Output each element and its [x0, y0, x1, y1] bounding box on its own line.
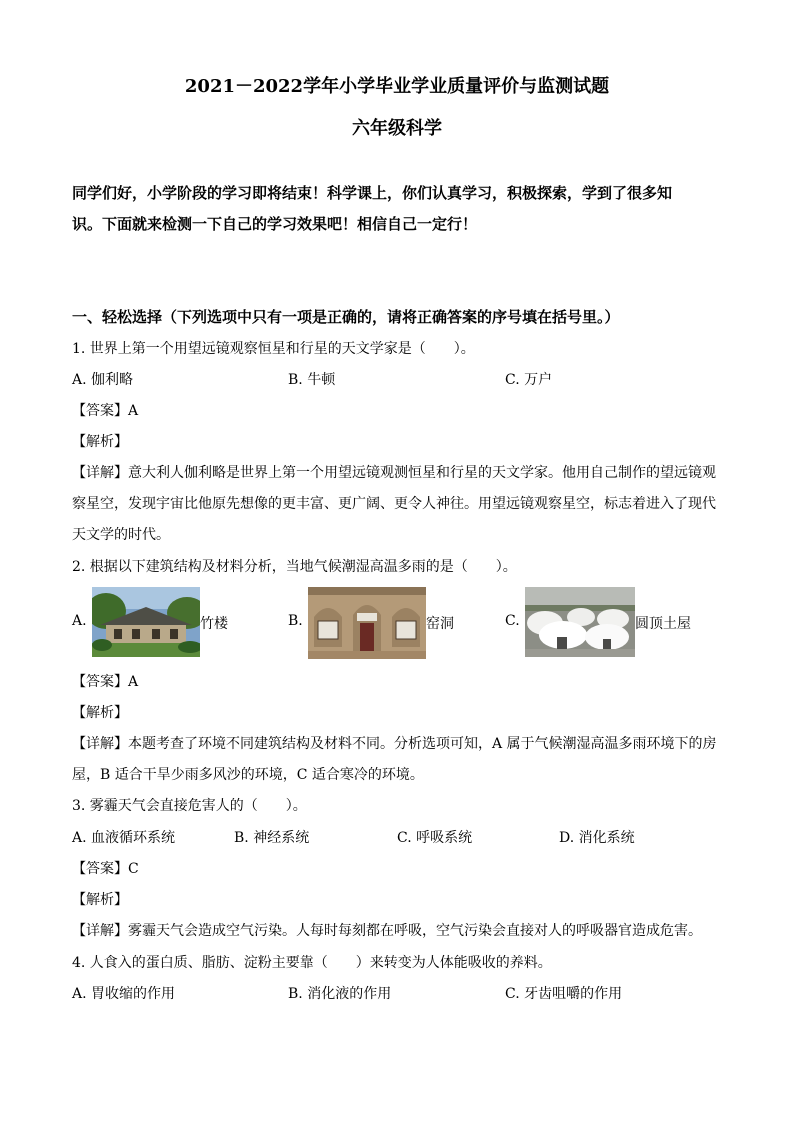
q4-option-c: C. 牙齿咀嚼的作用	[505, 986, 623, 1002]
q3-detail-1	[72, 920, 702, 940]
q3-option-d: D. 消化系统	[559, 830, 635, 846]
q2-detail-1	[72, 733, 717, 753]
dome-house-image	[525, 587, 635, 657]
answer-label: 【答案】	[72, 403, 128, 419]
cave-dwelling-image	[308, 587, 426, 659]
q4-option-a: A. 胃收缩的作用	[72, 986, 176, 1002]
q3-option-b: B. 神经系统	[234, 830, 310, 846]
answer-label: 【答案】	[72, 861, 128, 877]
q1-detail-1	[72, 462, 716, 482]
intro-line-2: 识。下面就来检测一下自己的学习效果吧！相信自己一定行！	[72, 215, 478, 233]
page-title: 2021－2022学年小学毕业学业质量评价与监测试题	[184, 76, 610, 97]
answer-value: A	[128, 403, 139, 419]
q2-option-c-letter: C.	[505, 613, 520, 629]
q4-stem: 4. 人食入的蛋白质、脂肪、淀粉主要靠（ ）来转变为人体能吸收的养料。	[72, 955, 552, 971]
section-heading: 一、轻松选择（下列选项中只有一项是正确的，请将正确答案的序号填在括号里。）	[72, 308, 620, 326]
answer-label: 【答案】	[72, 674, 128, 690]
detail-text: 雾霾天气会造成空气污染。人每时每刻都在呼吸，空气污染会直接对人的呼吸器官造成危害。	[128, 923, 702, 939]
q2-answer	[72, 671, 138, 691]
answer-value: A	[128, 674, 139, 690]
page-subtitle: 六年级科学	[352, 118, 442, 139]
detail-label: 【详解】	[72, 923, 128, 939]
q2-option-b-letter: B.	[288, 613, 303, 629]
detail-label: 【详解】	[72, 465, 128, 481]
q2-option-a-letter: A.	[72, 613, 87, 629]
intro-line-1: 同学们好，小学阶段的学习即将结束！科学课上，你们认真学习，积极探索，学到了很多知	[72, 184, 673, 202]
q2-option-b-label: 窑洞	[426, 616, 454, 632]
q2-analysis-label: 【解析】	[72, 705, 128, 721]
q2-stem: 2. 根据以下建筑结构及材料分析，当地气候潮湿高温多雨的是（ ）。	[72, 559, 517, 575]
q4-option-b: B. 消化液的作用	[288, 986, 392, 1002]
q1-analysis-label: 【解析】	[72, 434, 128, 450]
q3-analysis-label: 【解析】	[72, 892, 128, 908]
q1-answer	[72, 400, 138, 420]
answer-value: C	[128, 861, 139, 877]
q2-detail-2: 屋，B 适合干旱少雨多风沙的环境，C 适合寒冷的环境。	[72, 767, 424, 783]
q3-option-c: C. 呼吸系统	[397, 830, 473, 846]
q3-answer	[72, 858, 139, 878]
q3-option-a: A. 血液循环系统	[72, 830, 176, 846]
q1-stem: 1. 世界上第一个用望远镜观察恒星和行星的天文学家是（ ）。	[72, 341, 475, 357]
q1-detail-2: 察星空，发现宇宙比他原先想像的更丰富、更广阔、更令人神往。用望远镜观察星空，标志着进入了现代	[72, 496, 716, 512]
detail-text: 本题考查了环境不同建筑结构及材料不同。分析选项可知，A 属于气候潮湿高温多雨环境下的房	[128, 736, 717, 752]
q1-option-b: B. 牛顿	[288, 372, 336, 388]
q2-option-a-label: 竹楼	[200, 616, 228, 632]
detail-text: 意大利人伽利略是世界上第一个用望远镜观测恒星和行星的天文学家。他用自己制作的望远镜观	[128, 465, 716, 481]
q1-detail-3: 天文学的时代。	[72, 527, 170, 543]
q2-option-c-label: 圆顶土屋	[635, 616, 691, 632]
bamboo-house-image	[92, 587, 200, 657]
detail-label: 【详解】	[72, 736, 128, 752]
q1-option-a: A. 伽利略	[72, 372, 134, 388]
q1-option-c: C. 万户	[505, 372, 553, 388]
q3-stem: 3. 雾霾天气会直接危害人的（ ）。	[72, 798, 307, 814]
